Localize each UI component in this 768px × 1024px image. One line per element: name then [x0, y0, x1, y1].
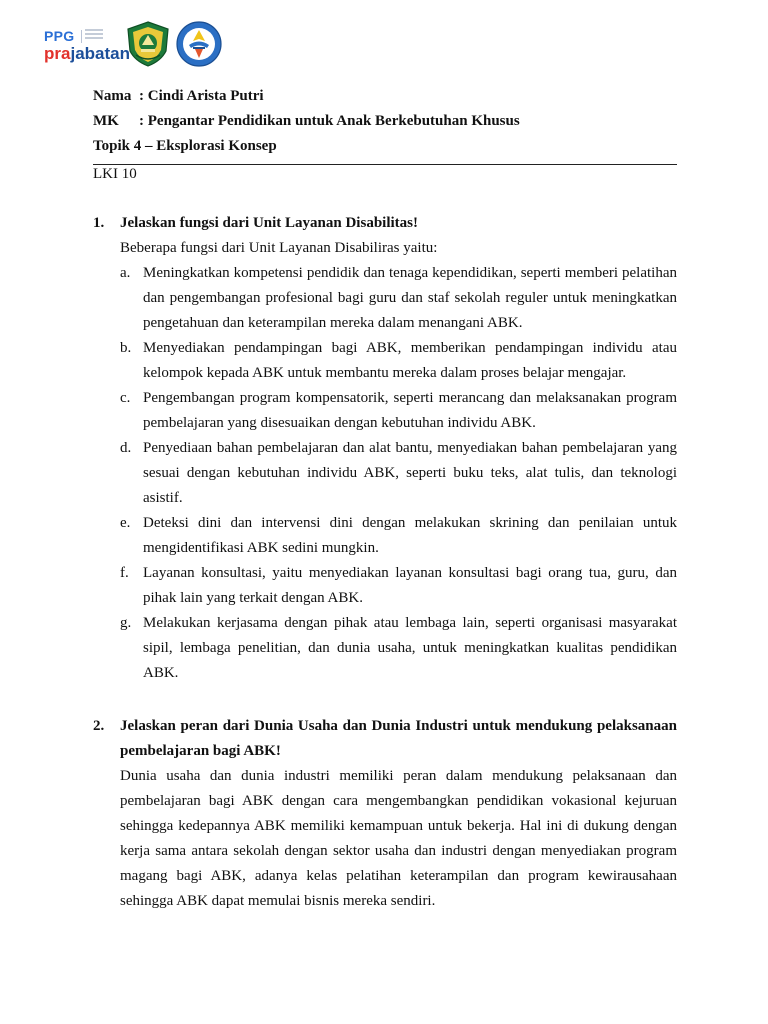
name-line	[93, 84, 677, 109]
list-item	[120, 611, 677, 686]
list-item	[120, 261, 677, 336]
header-logos	[44, 18, 244, 68]
list-marker: g.	[120, 615, 132, 631]
list-item-text: Layanan konsultasi, yaitu menyediakan layanan konsultasi bagi orang tua, guru, dan pihak lain yang terkait dengan ABK.	[143, 565, 677, 606]
list-item-text: Deteksi dini dan intervensi dini dengan melakukan skrining dan penilaian untuk mengidentifikasi ABK sedini mungkin.	[143, 515, 677, 556]
logo-small-print	[85, 29, 103, 41]
answer-list	[120, 261, 677, 686]
list-item-text: Menyediakan pendampingan bagi ABK, memberikan pendampingan individu atau kelompok kepada ABK untuk membantu mereka dalam proses belajar mengajar.	[143, 340, 677, 381]
university-emblem-icon	[127, 21, 169, 67]
list-item	[120, 511, 677, 561]
list-item	[120, 336, 677, 386]
prajabatan-wordmark: prajabatan	[44, 44, 130, 63]
list-item-text: Penyediaan bahan pembelajaran dan alat bantu, menyediakan bahan pembelajaran yang sesuai dengan kebutuhan individu ABK, seperti buku teks, alat tulis, dan teknologi asistif.	[143, 440, 677, 506]
list-marker: c.	[120, 390, 131, 406]
question-text: Jelaskan peran dari Dunia Usaha dan Dunia Industri untuk mendukung pelaksanaan pembelajaran bagi ABK!	[120, 718, 677, 759]
course-value: : Pengantar Pendidikan untuk Anak Berkebutuhan Khusus	[139, 113, 520, 129]
question-1	[93, 211, 677, 686]
topic-title: Topik 4 – Eksplorasi Konsep	[93, 138, 277, 154]
list-item	[120, 561, 677, 611]
list-marker: d.	[120, 440, 132, 456]
list-marker: f.	[120, 565, 129, 581]
question-2	[93, 714, 677, 914]
tut-wuri-handayani-emblem-icon	[176, 21, 222, 67]
list-item-text: Pengembangan program kompensatorik, seperti merancang dan melaksanakan program pembelajaran yang disesuaikan dengan kebutuhan individu ABK.	[143, 390, 677, 431]
question-number: 1.	[93, 215, 105, 231]
list-item	[120, 436, 677, 511]
answer-text: Dunia usaha dan dunia industri memiliki peran dalam mendukung pelaksanaan dan pembelajaran bagi ABK dengan cara mengembangkan pendidikan vokasional kejuruan sehingga kedepannya ABK memiliki kemampuan untuk bekerja. Hal ini di dukung dengan kerja sama antara sekolah dengan sektor usaha dan industri dengan menyediakan program magang bagi ABK, adanya kelas pelatihan keterampilan dan program kewirausahaan sehingga ABK dapat memulai bisnis mereka sendiri.	[120, 768, 677, 909]
lki-label: LKI 10	[93, 166, 137, 182]
answer-intro: Beberapa fungsi dari Unit Layanan Disabiliras yaitu:	[120, 240, 438, 256]
header-rule	[93, 164, 677, 165]
list-item-text: Meningkatkan kompetensi pendidik dan tenaga kependidikan, seperti memberi pelatihan dan pengembangan profesional bagi guru dan staf sekolah reguler untuk meningkatkan pengetahuan dan keterampilan mereka dalam menangani ABK.	[143, 265, 677, 331]
question-number: 2.	[93, 718, 105, 734]
list-item-text: Melakukan kerjasama dengan pihak atau lembaga lain, seperti organisasi masyarakat sipil, lembaga penelitian, dan dunia usaha, untuk meningkatkan kualitas pendidikan ABK.	[143, 615, 677, 681]
list-marker: b.	[120, 340, 132, 356]
course-line	[93, 109, 677, 134]
document-header	[93, 84, 677, 159]
list-marker: e.	[120, 515, 131, 531]
course-label: MK	[93, 113, 119, 129]
name-label: Nama	[93, 88, 132, 104]
list-marker: a.	[120, 265, 131, 281]
question-text: Jelaskan fungsi dari Unit Layanan Disabilitas!	[120, 215, 418, 231]
ppg-logo-text: PPG	[44, 28, 75, 44]
name-value: : Cindi Arista Putri	[139, 88, 264, 104]
ppg-prajabatan-logo	[44, 24, 130, 68]
logo-divider	[81, 30, 82, 43]
list-item	[120, 386, 677, 436]
topic-line	[93, 134, 677, 159]
